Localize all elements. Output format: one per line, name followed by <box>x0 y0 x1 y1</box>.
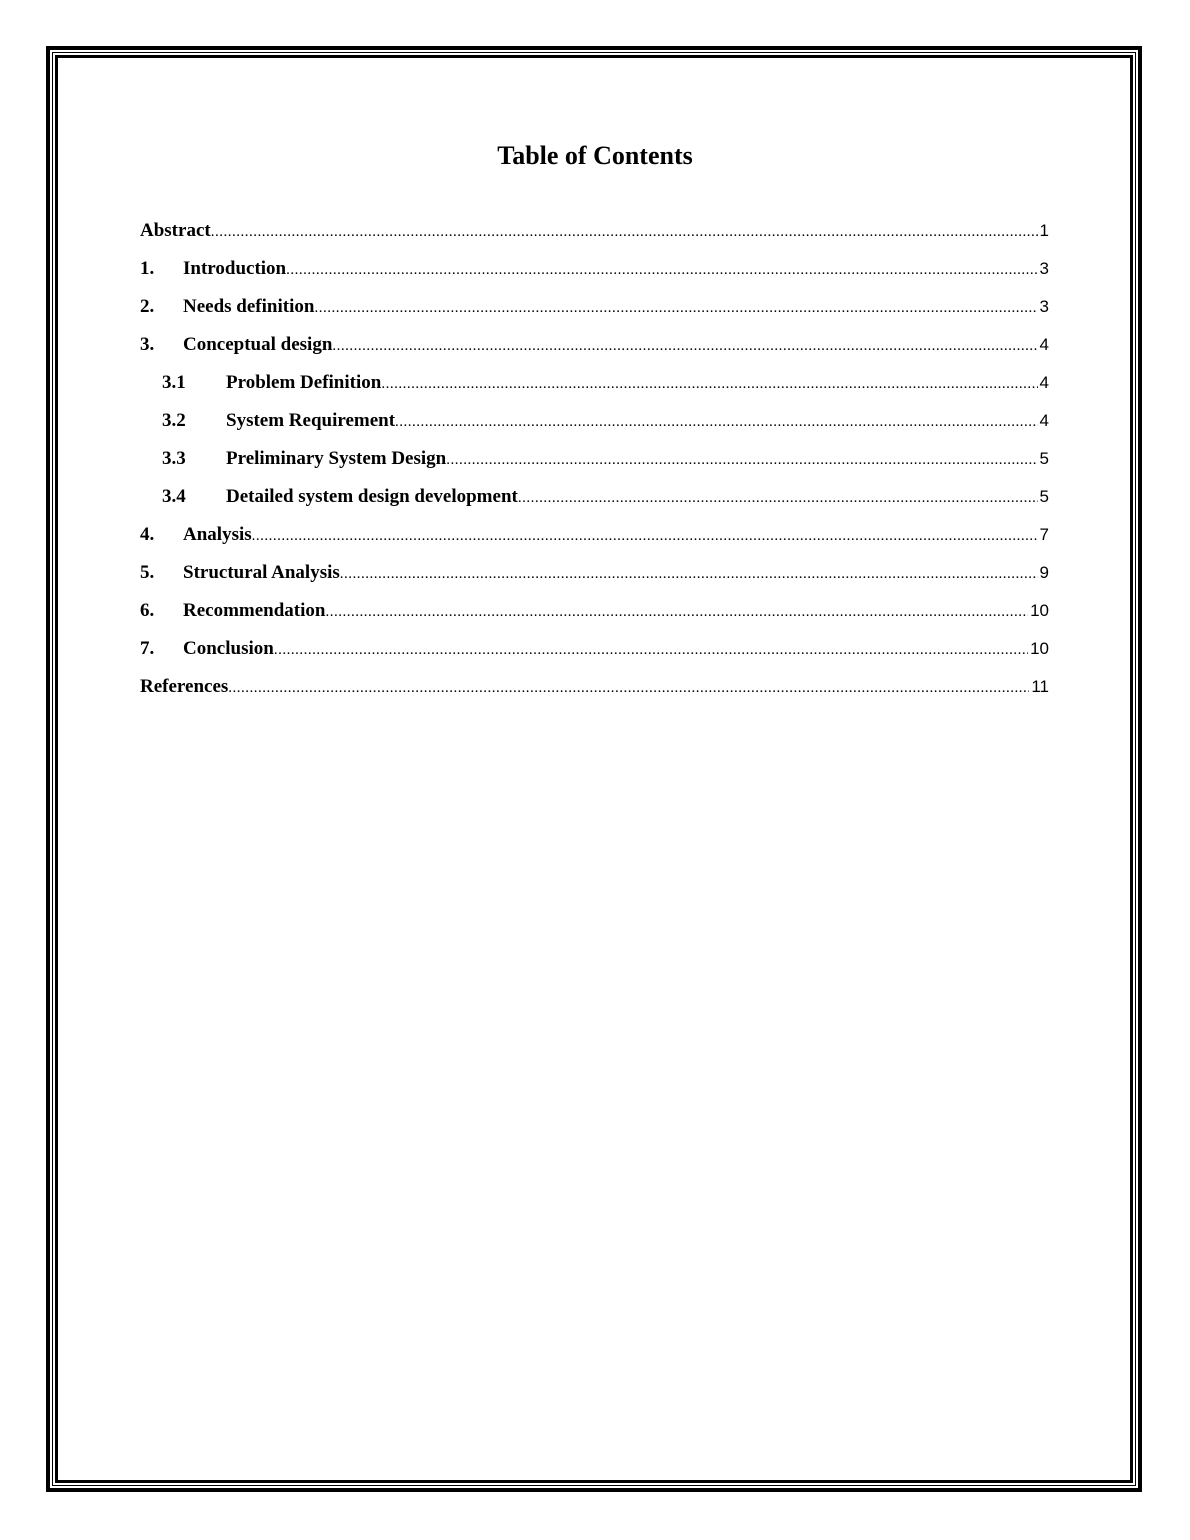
toc-page-number: 9 <box>1039 563 1049 582</box>
toc-entry-title: Analysis <box>183 524 252 545</box>
toc-page-number: 1 <box>1039 221 1049 240</box>
toc-page-number: 7 <box>1039 525 1049 544</box>
toc-entry-title: Structural Analysis <box>183 562 340 583</box>
toc-page-number: 4 <box>1039 411 1049 430</box>
toc-section-number: 7. <box>140 638 155 659</box>
toc-dot-leader <box>286 251 1037 288</box>
toc-section-number: 5. <box>140 562 155 583</box>
toc-entry-introduction[interactable] <box>140 250 1049 288</box>
toc-entry-analysis[interactable] <box>140 516 1049 554</box>
toc-section-number: 3.4 <box>162 486 186 507</box>
toc-entry-preliminary-system-design[interactable] <box>140 440 1049 478</box>
toc-entry-title: Detailed system design development <box>226 486 518 507</box>
toc-entry-title: Recommendation <box>183 600 326 621</box>
toc-entry-title: Preliminary System Design <box>226 448 447 469</box>
toc-page-number: 5 <box>1039 487 1049 506</box>
toc-section-number: 1. <box>140 258 155 279</box>
toc-entry-needs-definition[interactable] <box>140 288 1049 326</box>
toc-section-number: 3. <box>140 334 155 355</box>
toc-section-number: 6. <box>140 600 155 621</box>
toc-section-number: 4. <box>140 524 155 545</box>
toc-page-number: 3 <box>1039 259 1049 278</box>
toc-dot-leader <box>252 517 1038 554</box>
toc-entry-detailed-system-design[interactable] <box>140 478 1049 516</box>
toc-entry-title: Needs definition <box>183 296 315 317</box>
toc-entry-conceptual-design[interactable] <box>140 326 1049 364</box>
toc-entry-system-requirement[interactable] <box>140 402 1049 440</box>
toc-dot-leader <box>274 631 1028 668</box>
toc-dot-leader <box>332 327 1037 364</box>
toc-dot-leader <box>211 213 1038 250</box>
toc-page-number: 4 <box>1039 335 1049 354</box>
toc-entry-structural-analysis[interactable] <box>140 554 1049 592</box>
toc-page-number: 10 <box>1030 639 1049 658</box>
table-of-contents <box>140 212 1049 706</box>
toc-page-number: 3 <box>1039 297 1049 316</box>
toc-entry-conclusion[interactable] <box>140 630 1049 668</box>
toc-entry-references[interactable] <box>140 668 1049 706</box>
toc-entry-title: Problem Definition <box>226 372 382 393</box>
toc-section-number: 3.2 <box>162 410 186 431</box>
page-title: Table of Contents <box>497 141 693 170</box>
toc-entry-title: References <box>140 676 229 697</box>
toc-section-number: 3.3 <box>162 448 186 469</box>
toc-entry-title: Abstract <box>140 220 211 241</box>
toc-entry-recommendation[interactable] <box>140 592 1049 630</box>
toc-dot-leader <box>518 479 1038 516</box>
toc-dot-leader <box>446 441 1037 478</box>
toc-page-number: 5 <box>1039 449 1049 468</box>
toc-entry-title: System Requirement <box>226 410 396 431</box>
toc-dot-leader <box>325 593 1028 630</box>
toc-dot-leader <box>314 289 1037 326</box>
toc-entry-title: Conceptual design <box>183 334 333 355</box>
toc-entry-abstract[interactable] <box>140 212 1049 250</box>
toc-dot-leader <box>381 365 1037 402</box>
toc-dot-leader <box>228 669 1029 706</box>
toc-entry-title: Conclusion <box>183 638 274 659</box>
toc-dot-leader <box>340 555 1038 592</box>
toc-section-number: 3.1 <box>162 372 186 393</box>
toc-page-number: 4 <box>1039 373 1049 392</box>
toc-page-number: 10 <box>1030 601 1049 620</box>
toc-dot-leader <box>395 403 1037 440</box>
toc-page-number: 11 <box>1031 677 1049 696</box>
toc-section-number: 2. <box>140 296 155 317</box>
toc-entry-title: Introduction <box>183 258 287 279</box>
toc-entry-problem-definition[interactable] <box>140 364 1049 402</box>
